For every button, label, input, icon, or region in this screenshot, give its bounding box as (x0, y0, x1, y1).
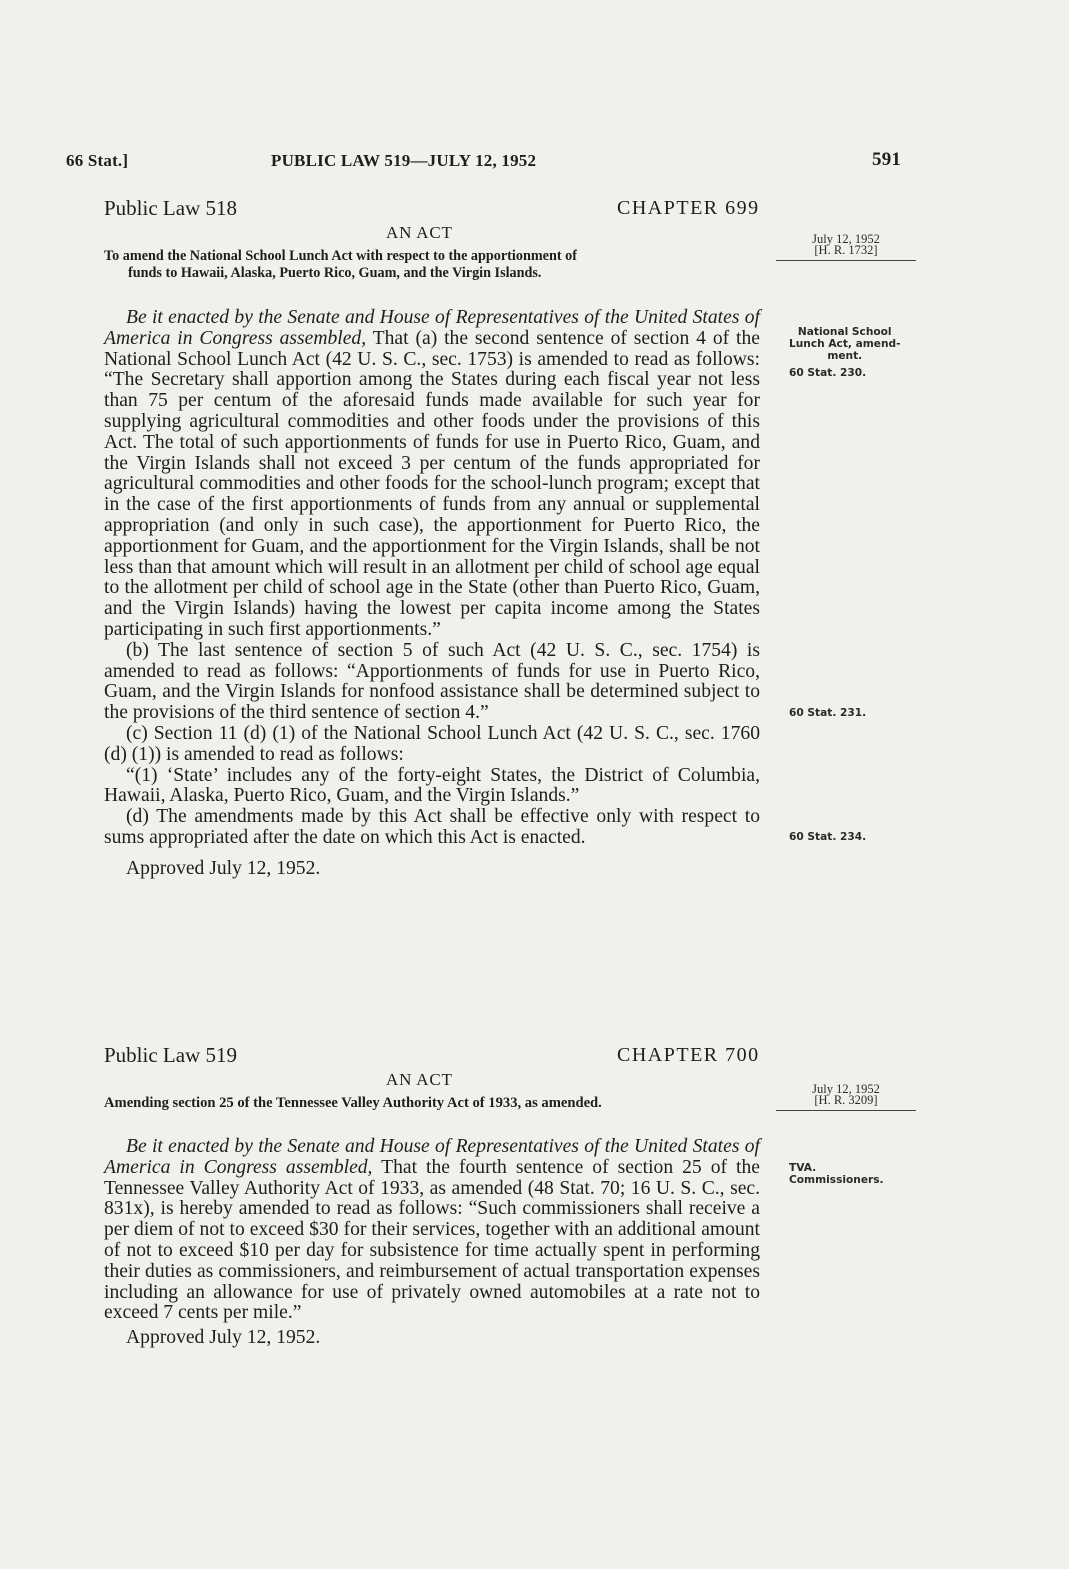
margin-note-line: National School (797, 326, 892, 338)
subsection-c: (c) Section 11 (d) (1) of the National School Lunch Act (42 U. S. C., sec. 1760 (d) (1)) is amended to read as follows: (104, 722, 760, 765)
margin-note-line: ment. (827, 350, 863, 362)
state-definition-quote: “(1) ‘State’ includes any of the forty-eight States, the District of Columbia, Hawaii, Alaska, Puerto Rico, Guam, and the Virgin Islands.” (104, 764, 760, 807)
margin-note-subject (789, 326, 901, 362)
stat-reference-234: 60 Stat. 234. (789, 831, 867, 843)
margin-note-line: Commissioners. (789, 1174, 884, 1186)
chapter-number: CHAPTER 700 (617, 1044, 760, 1066)
approval-line: Approved July 12, 1952. (126, 857, 321, 879)
stat-reference-230: 60 Stat. 230. (789, 367, 867, 379)
act-title-line-2: funds to Hawaii, Alaska, Puerto Rico, Guam, and the Virgin Islands. (128, 265, 542, 281)
law-519-text (104, 1137, 760, 1349)
margin-note-line: Lunch Act, amend- (789, 338, 901, 350)
act-text: That the fourth sentence of section 25 of the Tennessee Valley Authority Act of 1933, as amended (48 Stat. 70; 16 U. S. C., sec. 831x), is hereby amended to read as follows: “Such commissioners shall receive a per diem of not to exceed $30 for their services, together with an additional amount of not to exceed $10 per day for subsistence for time actually spent in performing their duties as commissioners, and reimbursement of actual transportation expenses including an allowance for use of privately owned automobiles at a rate not to exceed 7 cents per mile.” (104, 1156, 760, 1324)
bill-number-note: [H. R. 3209] (814, 1093, 878, 1107)
chapter-number: CHAPTER 699 (617, 197, 760, 219)
subsection-d: (d) The amendments made by this Act shall be effective only with respect to sums appropriated after the date on which this Act is enacted. (104, 806, 760, 848)
law-number: Public Law 518 (104, 196, 237, 220)
volume-citation: 66 Stat.] (66, 151, 129, 170)
margin-rule (776, 260, 916, 261)
enacting-clause: Be it enacted by the Senate and House of Representatives of the United States of America in Congress assembled, (104, 307, 760, 349)
law-number: Public Law 519 (104, 1043, 237, 1067)
stat-reference-231: 60 Stat. 231. (789, 707, 867, 719)
approval-line: Approved July 12, 1952. (126, 1327, 321, 1349)
subsection-b: (b) The last sentence of section 5 of such Act (42 U. S. C., sec. 1754) is amended to read as follows: “Apportionments of funds for use in Puerto Rico, Guam, and the Virgin Islands for nonfood assistance shall be determined subject to the provisions of the third sentence of section 4.” (104, 639, 760, 724)
bill-number-note: [H. R. 1732] (814, 243, 878, 257)
margin-rule (776, 1110, 916, 1111)
act-title: Amending section 25 of the Tennessee Valley Authority Act of 1933, as amended. (104, 1095, 602, 1111)
enacting-clause: Be it enacted by the Senate and House of Representatives of the United States of America in Congress assembled, (104, 1136, 760, 1178)
act-label: AN ACT (386, 223, 453, 242)
margin-note-line: TVA. (789, 1162, 817, 1174)
margin-note-subject (789, 1162, 884, 1186)
law-518-text (104, 308, 760, 880)
approval-date-note: July 12, 1952 (812, 1082, 880, 1096)
act-label: AN ACT (386, 1070, 453, 1089)
page-number: 591 (872, 149, 902, 170)
approval-date-note: July 12, 1952 (812, 232, 880, 246)
subsection-a: That (a) the second sentence of section 4 of the National School Lunch Act (42 U. S. C., sec. 1753) is amended to read as follows: “The Secretary shall apportion among the States during each fiscal year not less than 75 per centum of the aforesaid funds made available for such year for supplying agricultural commodities and other foods under the provisions of this Act. The total of such apportionments of funds for use in Puerto Rico, Guam, and the Virgin Islands shall not exceed 3 per centum of the funds appropriated for agricultural commodities and other foods for the school-lunch program; except that in the case of the first apportionments of funds from any annual or supplemental appropriation (and only in such case), the apportionment for Puerto Rico, the apportionment for Guam, and the apportionment for the Virgin Islands, shall be not less than that amount which will result in an allotment per child of school age equal to the allotment per child of school age in the State (other than Puerto Rico, Guam, and the Virgin Islands) having the lowest per capita income among the States participating in such first apportionments.” (104, 327, 760, 640)
act-title-line-1: To amend the National School Lunch Act with respect to the apportionment of (104, 248, 577, 264)
running-title: PUBLIC LAW 519—JULY 12, 1952 (271, 151, 537, 170)
